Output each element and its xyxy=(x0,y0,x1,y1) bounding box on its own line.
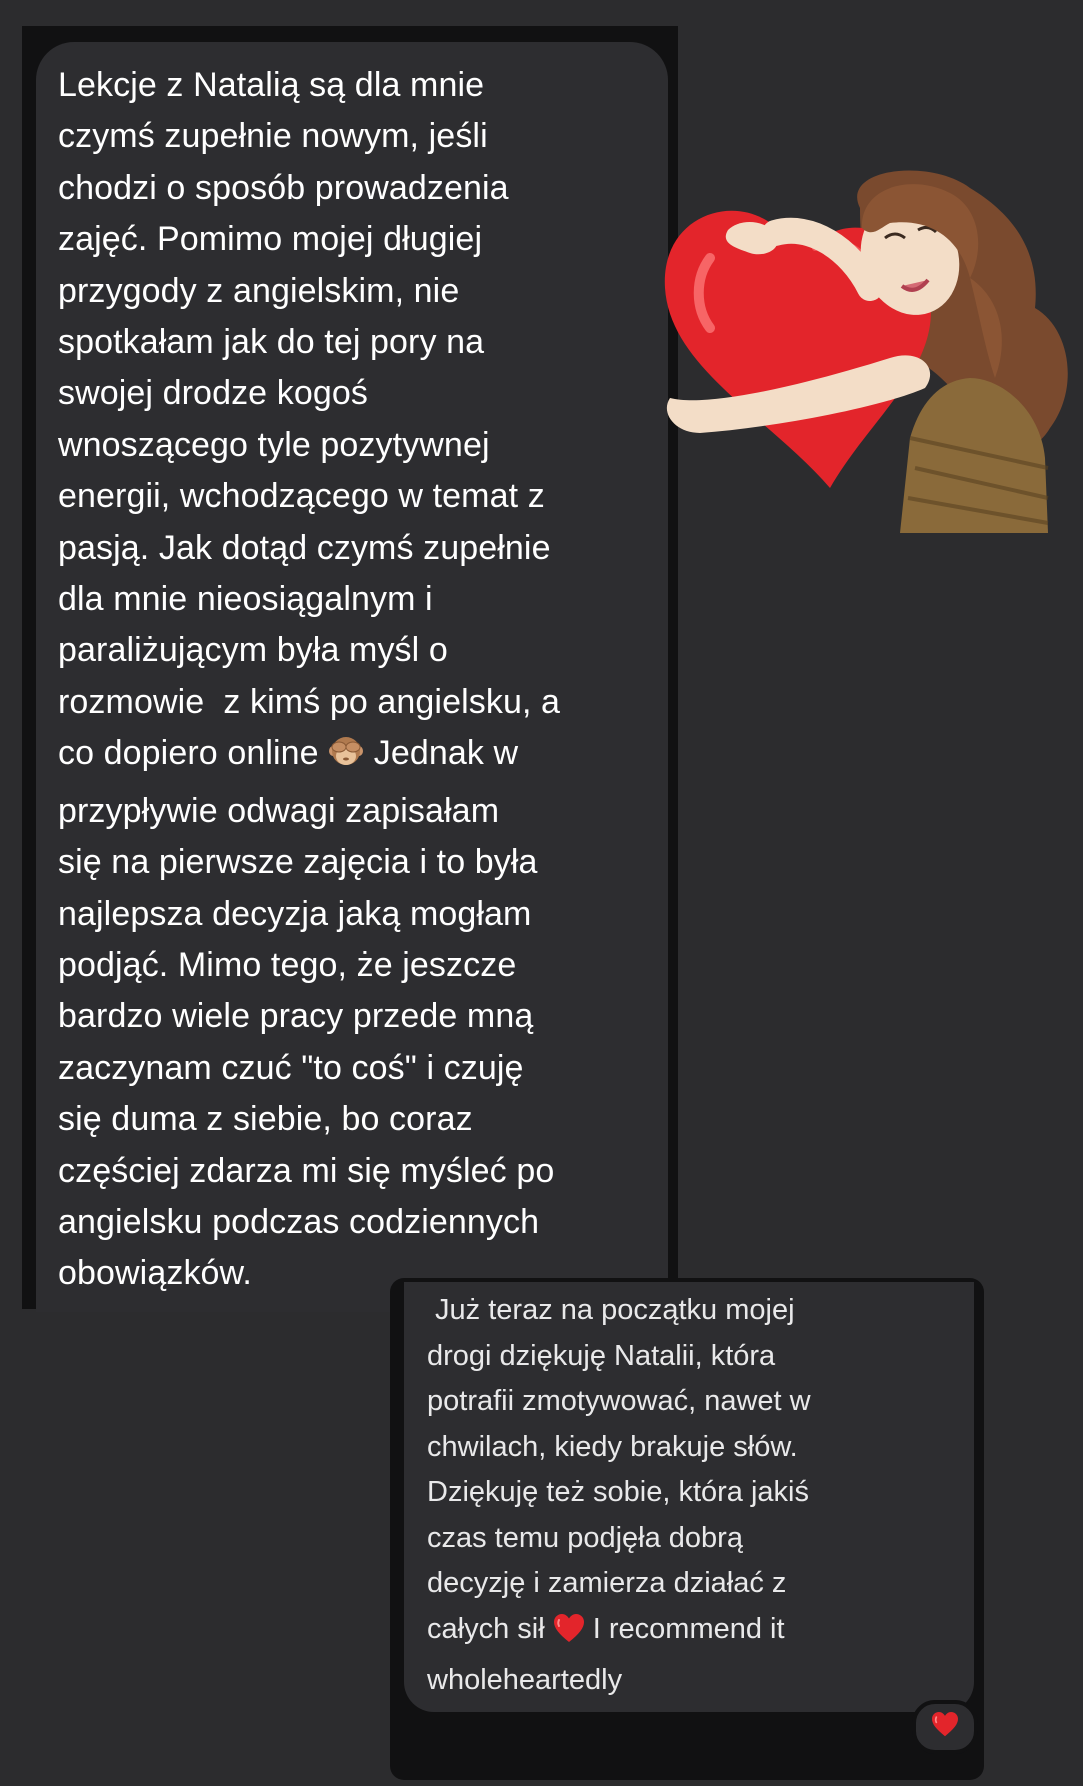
message-1-line: swojej drodze kogoś xyxy=(58,374,368,413)
message-1-line: pasją. Jak dotąd czymś zupełnie xyxy=(58,528,551,567)
reaction-badge[interactable] xyxy=(912,1700,978,1754)
message-1-line: chodzi o sposób prowadzenia xyxy=(58,168,509,207)
message-1-line: czymś zupełnie nowym, jeśli xyxy=(58,117,488,156)
message-1-line: zajęć. Pomimo mojej długiej xyxy=(58,220,483,259)
message-2-line: Dziękuję też sobie, która jakiś xyxy=(427,1476,809,1508)
message-1-line: przypływie odwagi zapisałam xyxy=(58,791,500,830)
message-1-line: obowiązków. xyxy=(58,1254,252,1293)
message-1-line: wnoszącego tyle pozytywnej xyxy=(58,425,490,464)
message-2-line: czas temu podjęła dobrą xyxy=(427,1521,743,1554)
message-1-line: się duma z siebie, bo coraz xyxy=(58,1100,473,1139)
message-1-line: dla mnie nieosiągalnym i xyxy=(58,580,433,619)
message-2-line: decyzję i zamierza działać z xyxy=(427,1567,787,1599)
message-1-line: bardzo wiele pracy przede mną xyxy=(58,997,534,1036)
message-2-text xyxy=(427,1288,967,1704)
message-1-text xyxy=(58,60,668,1300)
message-2-line: chwilach, kiedy brakuje słów. xyxy=(427,1430,798,1463)
message-1-line: częściej zdarza mi się myśleć po xyxy=(58,1151,555,1190)
message-2-line: drogi dziękuję Natalii, która xyxy=(427,1339,776,1372)
message-2-line: całych sił xyxy=(427,1612,545,1645)
message-1-line: angielsku podczas codziennych xyxy=(58,1202,540,1241)
message-1-line: energii, wchodzącego w temat z xyxy=(58,477,545,516)
message-1-line: się na pierwsze zajęcia i to była xyxy=(58,843,538,882)
see-no-evil-monkey-icon xyxy=(328,734,364,785)
message-1-line: przygody z angielskim, nie xyxy=(58,271,460,310)
message-2-line: wholeheartedly xyxy=(427,1664,623,1696)
red-heart-icon xyxy=(931,1712,959,1743)
message-2-line: potrafii zmotywować, nawet w xyxy=(427,1385,811,1417)
girl-hugging-heart-sticker xyxy=(640,168,1080,538)
message-2-line: Już teraz na początku mojej xyxy=(427,1294,795,1326)
message-1-line: spotkałam jak do tej pory na xyxy=(58,323,485,362)
message-1-line: Jednak w xyxy=(364,734,519,773)
message-1-line: paraliżującym była myśl o xyxy=(58,631,448,670)
message-2-line: I recommend it xyxy=(584,1612,785,1645)
message-1-line: najlepsza decyzja jaką mogłam xyxy=(58,894,532,933)
message-1-line: zaczynam czuć "to coś" i czuję xyxy=(58,1048,524,1087)
message-1-line: co dopiero online xyxy=(58,734,319,773)
red-heart-icon xyxy=(553,1613,585,1659)
message-1-line: podjąć. Mimo tego, że jeszcze xyxy=(58,945,517,984)
message-1-line: rozmowie z kimś po angielsku, a xyxy=(58,682,561,721)
message-1-line: Lekcje z Natalią są dla mnie xyxy=(58,66,485,104)
